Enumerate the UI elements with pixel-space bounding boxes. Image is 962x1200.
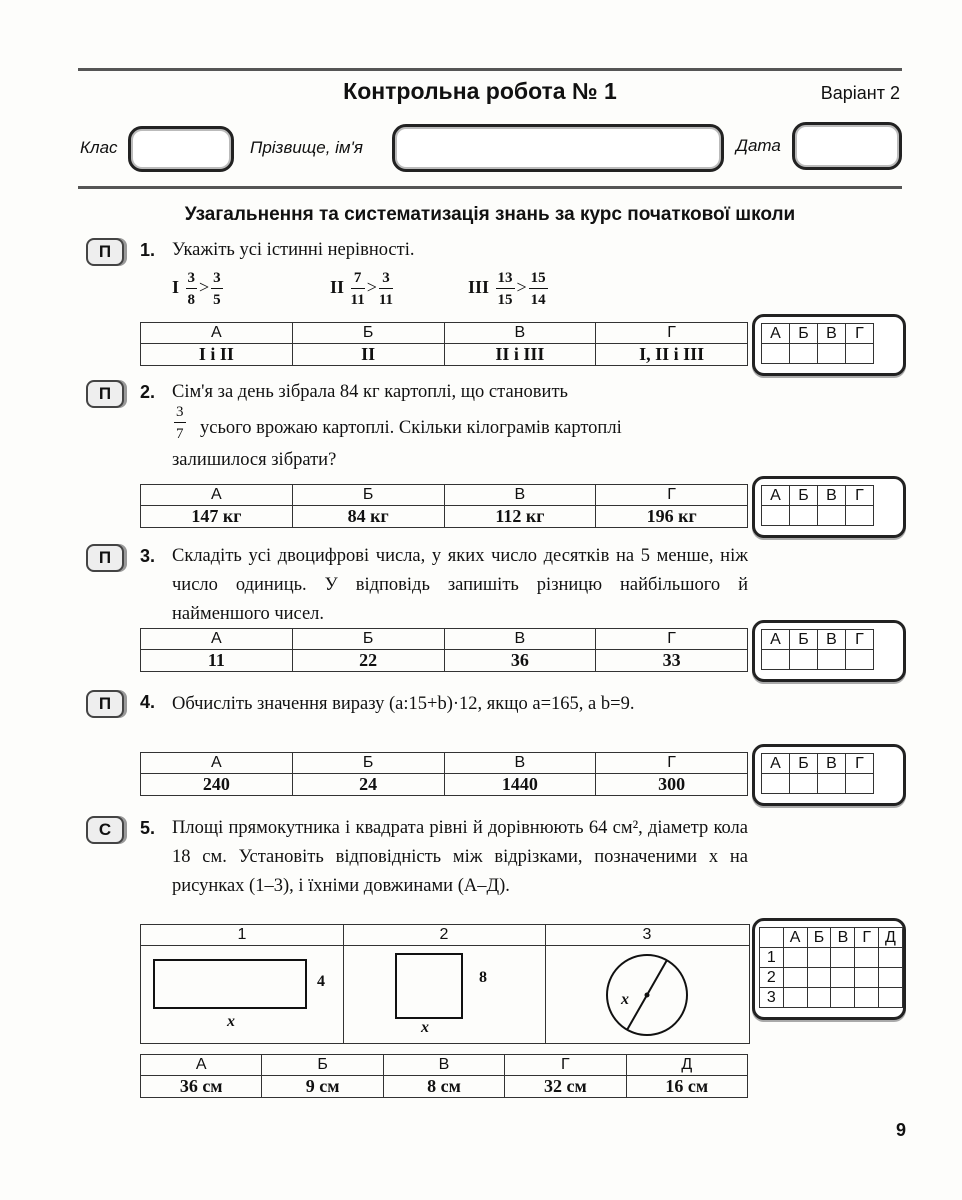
question-number: 4. xyxy=(140,692,156,712)
page-number: 9 xyxy=(895,1120,906,1140)
question-number: 3. xyxy=(140,546,156,566)
fraction: $\frac{3}{7}$ xyxy=(176,404,184,442)
answer-grid[interactable]: А Б В Г xyxy=(752,620,906,682)
question-text-line-2: усього врожаю картоплі. Скільки кілограмів картоплі xyxy=(200,418,622,438)
answer-cell[interactable] xyxy=(846,344,874,364)
answer-table: А Б В Г 11 22 36 33 xyxy=(140,628,748,672)
date-label: Дата xyxy=(736,136,781,155)
match-cell[interactable] xyxy=(878,948,902,968)
level-badge: П xyxy=(86,380,124,408)
inequality-1: I $\frac{3}{8}$ > $\frac{3}{5}$ xyxy=(172,270,221,308)
level-badge: П xyxy=(86,544,124,572)
match-cell[interactable] xyxy=(783,948,807,968)
match-cell[interactable] xyxy=(855,968,878,988)
answer-cell[interactable] xyxy=(790,650,818,670)
question-text-line-3: залишилося зібрати? xyxy=(172,450,337,470)
top-rule xyxy=(78,68,902,71)
answer-grid[interactable]: А Б В Г xyxy=(752,314,906,376)
answer-table: А Б В Г 240 24 1440 300 xyxy=(140,752,748,796)
rect-side-label: 4 xyxy=(317,973,325,990)
answer-cell[interactable] xyxy=(818,650,846,670)
match-cell[interactable] xyxy=(831,948,855,968)
inequality-3: III $\frac{13}{15}$ > $\frac{15}{14}$ xyxy=(468,270,546,308)
answer-table: А Б В Г I і II II II і III I, II і III xyxy=(140,322,748,366)
variant-label: Варіант 2 xyxy=(820,83,900,103)
answer-cell[interactable] xyxy=(846,506,874,526)
match-cell[interactable] xyxy=(855,948,878,968)
match-cell[interactable] xyxy=(831,968,855,988)
match-cell[interactable] xyxy=(831,988,855,1008)
answer-cell[interactable] xyxy=(818,344,846,364)
x-label: x xyxy=(421,1019,429,1036)
name-label: Прізвище, ім'я xyxy=(250,138,363,157)
section-subtitle: Узагальнення та систематизація знань за курс початкової школи xyxy=(184,204,796,225)
match-cell[interactable] xyxy=(783,988,807,1008)
figure-table xyxy=(140,924,750,1044)
level-badge: П xyxy=(86,690,124,718)
match-cell[interactable] xyxy=(855,988,878,1008)
match-cell[interactable] xyxy=(807,988,831,1008)
x-label: x xyxy=(621,991,629,1008)
answer-cell[interactable] xyxy=(762,774,790,794)
answer-grid[interactable]: А Б В Г xyxy=(752,476,906,538)
class-field[interactable] xyxy=(128,126,234,172)
question-number: 5. xyxy=(140,818,156,838)
x-label: x xyxy=(227,1013,235,1030)
answer-table: А Б В Г 147 кг 84 кг 112 кг 196 кг xyxy=(140,484,748,528)
answer-cell[interactable] xyxy=(846,774,874,794)
answer-cell[interactable] xyxy=(762,506,790,526)
match-cell[interactable] xyxy=(783,968,807,988)
match-cell[interactable] xyxy=(807,948,831,968)
figure-2: 2 8 x xyxy=(343,925,546,1043)
inequality-2: II $\frac{7}{11}$ > $\frac{3}{11}$ xyxy=(330,270,394,308)
matching-grid[interactable]: А Б В Г Д 1 2 3 xyxy=(752,918,906,1020)
answer-cell[interactable] xyxy=(818,774,846,794)
answer-cell[interactable] xyxy=(818,506,846,526)
level-badge: П xyxy=(86,238,124,266)
question-number: 2. xyxy=(140,382,156,402)
class-label: Клас xyxy=(80,138,118,157)
answer-grid[interactable]: А Б В Г xyxy=(752,744,906,806)
answer-cell[interactable] xyxy=(762,650,790,670)
question-text: Укажіть усі істинні нерівності. xyxy=(172,240,415,260)
header-rule xyxy=(78,186,902,189)
question-number: 1. xyxy=(140,240,156,260)
question-text: Площі прямокутника і квадрата рівні й дорівнюють 64 см², діаметр кола 18 см. Установіть відповідність між відрізками, позначеними x на рисунках (1–3), і їхніми довжинами (А–Д). xyxy=(172,818,748,896)
circle-diameter-icon xyxy=(601,951,693,1037)
match-cell[interactable] xyxy=(878,968,902,988)
answer-cell[interactable] xyxy=(790,774,818,794)
level-badge: С xyxy=(86,816,124,844)
question-text-line-1: Сім'я за день зібрала 84 кг картоплі, що становить xyxy=(172,382,568,402)
name-field[interactable] xyxy=(392,124,724,172)
answer-cell[interactable] xyxy=(790,506,818,526)
square-shape xyxy=(395,953,463,1019)
answer-cell[interactable] xyxy=(762,344,790,364)
rectangle-shape xyxy=(153,959,307,1009)
match-cell[interactable] xyxy=(807,968,831,988)
page-title: Контрольна робота № 1 xyxy=(343,78,617,104)
date-field[interactable] xyxy=(792,122,902,170)
figure-3: 3 x xyxy=(545,925,749,1043)
question-text: Складіть усі двоцифрові числа, у яких число десятків на 5 менше, ніж число одиниць. У відповідь запишіть різницю найбільшого й найменшого чисел. xyxy=(172,546,748,624)
answer-cell[interactable] xyxy=(790,344,818,364)
match-cell[interactable] xyxy=(878,988,902,1008)
square-side-label: 8 xyxy=(479,969,487,986)
figure-1: 1 4 x xyxy=(141,925,344,1043)
question-text: Обчисліть значення виразу (a:15+b)·12, якщо a=165, а b=9. xyxy=(172,694,635,714)
answer-cell[interactable] xyxy=(846,650,874,670)
answer-table: А Б В Г Д 36 см 9 см 8 см 32 см 16 см xyxy=(140,1054,748,1098)
